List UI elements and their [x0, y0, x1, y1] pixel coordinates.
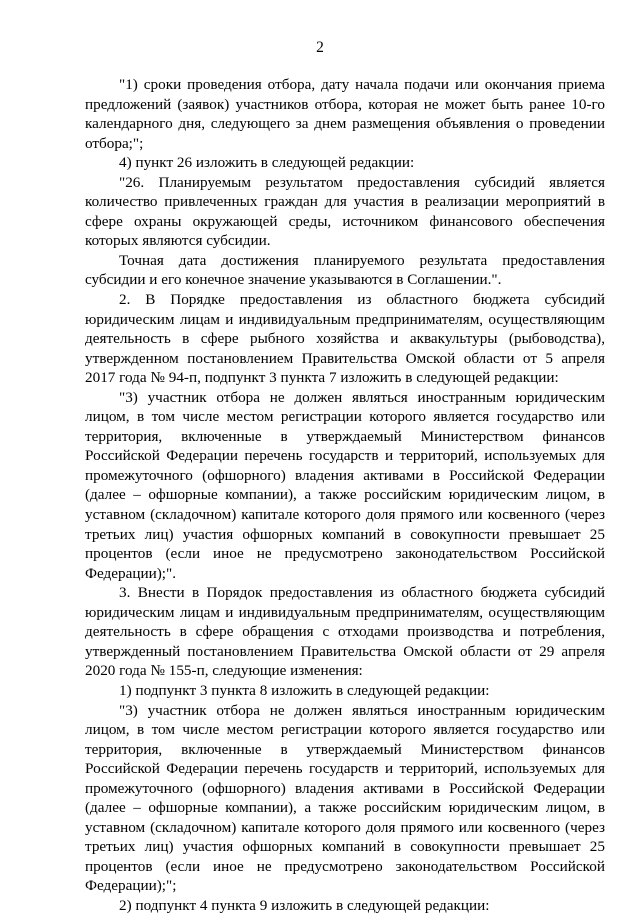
paragraph-item-26-text: "26. Планируемым результатом предоставления субсидий является количество привлеченных граждан для участия в реализации мероприятий в сфере охраны окружающей среды, источником финансового обеспечения которых являются субсидии.	[85, 173, 605, 250]
document-body	[85, 75, 605, 916]
paragraph-section-2: 2. В Порядке предоставления из областного бюджета субсидий юридическим лицам и индивидуальным предпринимателям, осуществляющим деятельность в сфере рыбного хозяйства и аквакультуры (рыбоводства), утвержденном постановлением Правительства Омской области от 5 апреля 2017 года № 94-п, подпункт 3 пункта 7 изложить в следующей редакции:	[85, 291, 605, 387]
paragraph-section-3-item-2: 2) подпункт 4 пункта 9 изложить в следующей редакции:	[119, 896, 490, 914]
paragraph-section-2-quote: "3) участник отбора не должен являться иностранным юридическим лицом, в том числе местом регистрации которого является государство или территория, включенные в утверждаемый Министерством финансов Российской Федерации перечень государств и территорий, используемых для промежуточного (офшорного) владения активами в Российской Федерации (далее – офшорные компании), а также российским юридическим лицом, в уставном (складочном) капитале которого доля прямого или косвенного (через третьих лиц) участия офшорных компаний в совокупности превышает 25 процентов (если иное не предусмотрено законодательством Российской Федерации);".	[85, 388, 605, 582]
paragraph-section-3-quote: "3) участник отбора не должен являться иностранным юридическим лицом, в том числе местом регистрации которого является государство или территория, включенные в утверждаемый Министерством финансов Российской Федерации перечень государств и территорий, используемых для промежуточного (офшорного) владения активами в Российской Федерации (далее – офшорные компании), а также российским юридическим лицом, в уставном (складочном) капитале которого доля прямого или косвенного (через третьих лиц) участия офшорных компаний в совокупности превышает 25 процентов (если иное не предусмотрено законодательством Российской Федерации);";	[85, 701, 605, 895]
page-number: 2	[316, 39, 324, 56]
paragraph-item-1-deadline-text: "1) сроки проведения отбора, дату начала подачи или окончания приема предложений (заявок) участников отбора, которая не может быть ранее 10-го календарного дня, следующего за днем размещения объявления о проведении отбора;";	[85, 76, 605, 152]
paragraph-result-date: Точная дата достижения планируемого результата предоставления субсидии и его конечное значение указываются в Соглашении.".	[85, 251, 605, 289]
paragraph-section-3-item-1: 1) подпункт 3 пункта 8 изложить в следующей редакции:	[119, 681, 490, 699]
paragraph-amend-item-26: 4) пункт 26 изложить в следующей редакции:	[119, 154, 415, 172]
paragraph-section-3: 3. Внести в Порядок предоставления из областного бюджета субсидий юридическим лицам и индивидуальным предпринимателям, осуществляющим деятельность в сфере обращения с отходами производства и потребления, утвержденный постановлением Правительства Омской области от 29 апреля 2020 года № 155-п, следующие изменения:	[85, 584, 605, 680]
